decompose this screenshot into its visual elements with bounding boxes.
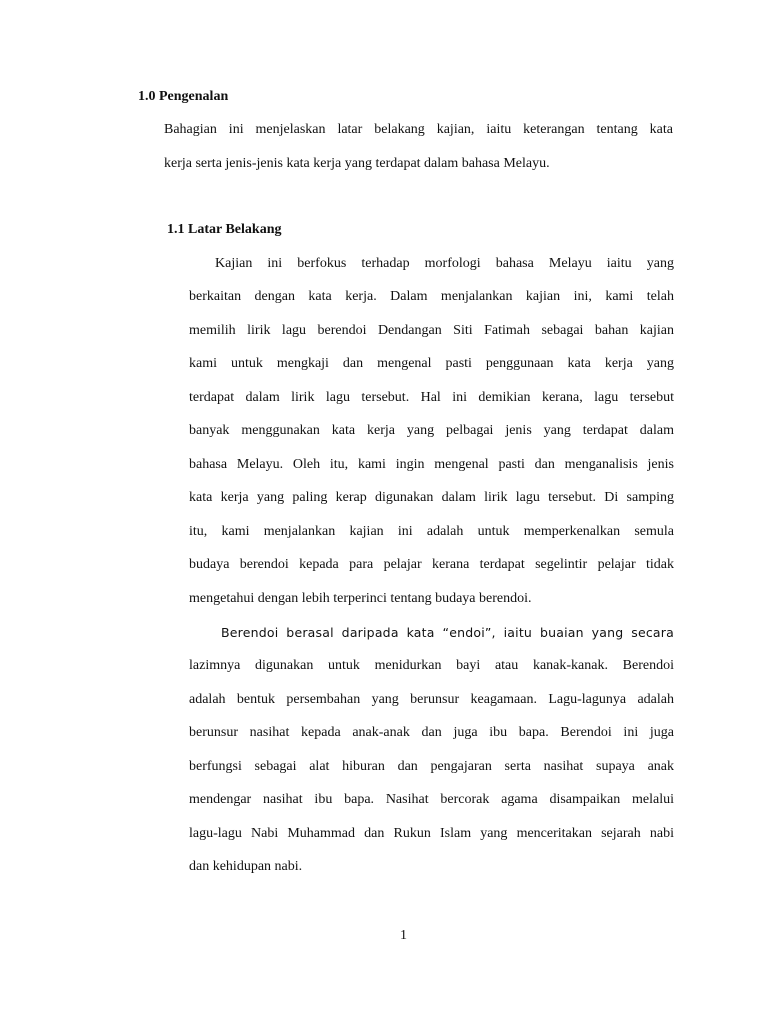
- section-heading: 1.0 Pengenalan: [138, 89, 229, 104]
- paragraph-line: berfungsi sebagai alat hiburan dan pengajaran serta nasihat supaya anak: [189, 759, 674, 774]
- paragraph-line: kami untuk mengkaji dan mengenal pasti penggunaan kata kerja yang: [189, 356, 674, 371]
- paragraph-line: Berendoi berasal daripada kata “endoi”, iaitu buaian yang secara: [221, 625, 674, 640]
- paragraph-line: lagu-lagu Nabi Muhammad dan Rukun Islam yang menceritakan sejarah nabi: [189, 826, 674, 841]
- intro-line: Bahagian ini menjelaskan latar belakang kajian, iaitu keterangan tentang kata: [164, 122, 673, 137]
- paragraph-line: bahasa Melayu. Oleh itu, kami ingin mengenal pasti dan menganalisis jenis: [189, 457, 674, 472]
- paragraph-line: budaya berendoi kepada para pelajar kerana terdapat segelintir pelajar tidak: [189, 557, 674, 572]
- paragraph-line: dan kehidupan nabi.: [189, 859, 303, 874]
- paragraph-line: mengetahui dengan lebih terperinci tentang budaya berendoi.: [189, 591, 532, 606]
- paragraph-line: lazimnya digunakan untuk menidurkan bayi atau kanak-kanak. Berendoi: [189, 658, 674, 673]
- page-number: 1: [400, 928, 407, 943]
- paragraph-line: banyak menggunakan kata kerja yang pelbagai jenis yang terdapat dalam: [189, 423, 674, 438]
- subsection-heading: 1.1 Latar Belakang: [167, 222, 282, 237]
- paragraph-line: mendengar nasihat ibu bapa. Nasihat bercorak agama disampaikan melalui: [189, 792, 674, 807]
- paragraph-line: berkaitan dengan kata kerja. Dalam menjalankan kajian ini, kami telah: [189, 289, 674, 304]
- paragraph-line: terdapat dalam lirik lagu tersebut. Hal ini demikian kerana, lagu tersebut: [189, 390, 674, 405]
- paragraph-line: berunsur nasihat kepada anak-anak dan juga ibu bapa. Berendoi ini juga: [189, 725, 674, 740]
- paragraph-line: kata kerja yang paling kerap digunakan dalam lirik lagu tersebut. Di samping: [189, 490, 674, 505]
- intro-line: kerja serta jenis-jenis kata kerja yang terdapat dalam bahasa Melayu.: [164, 156, 550, 171]
- paragraph-line: itu, kami menjalankan kajian ini adalah untuk memperkenalkan semula: [189, 524, 674, 539]
- paragraph-line: Kajian ini berfokus terhadap morfologi bahasa Melayu iaitu yang: [215, 256, 674, 271]
- paragraph-line: adalah bentuk persembahan yang berunsur keagamaan. Lagu-lagunya adalah: [189, 692, 674, 707]
- paragraph-line: memilih lirik lagu berendoi Dendangan Siti Fatimah sebagai bahan kajian: [189, 323, 674, 338]
